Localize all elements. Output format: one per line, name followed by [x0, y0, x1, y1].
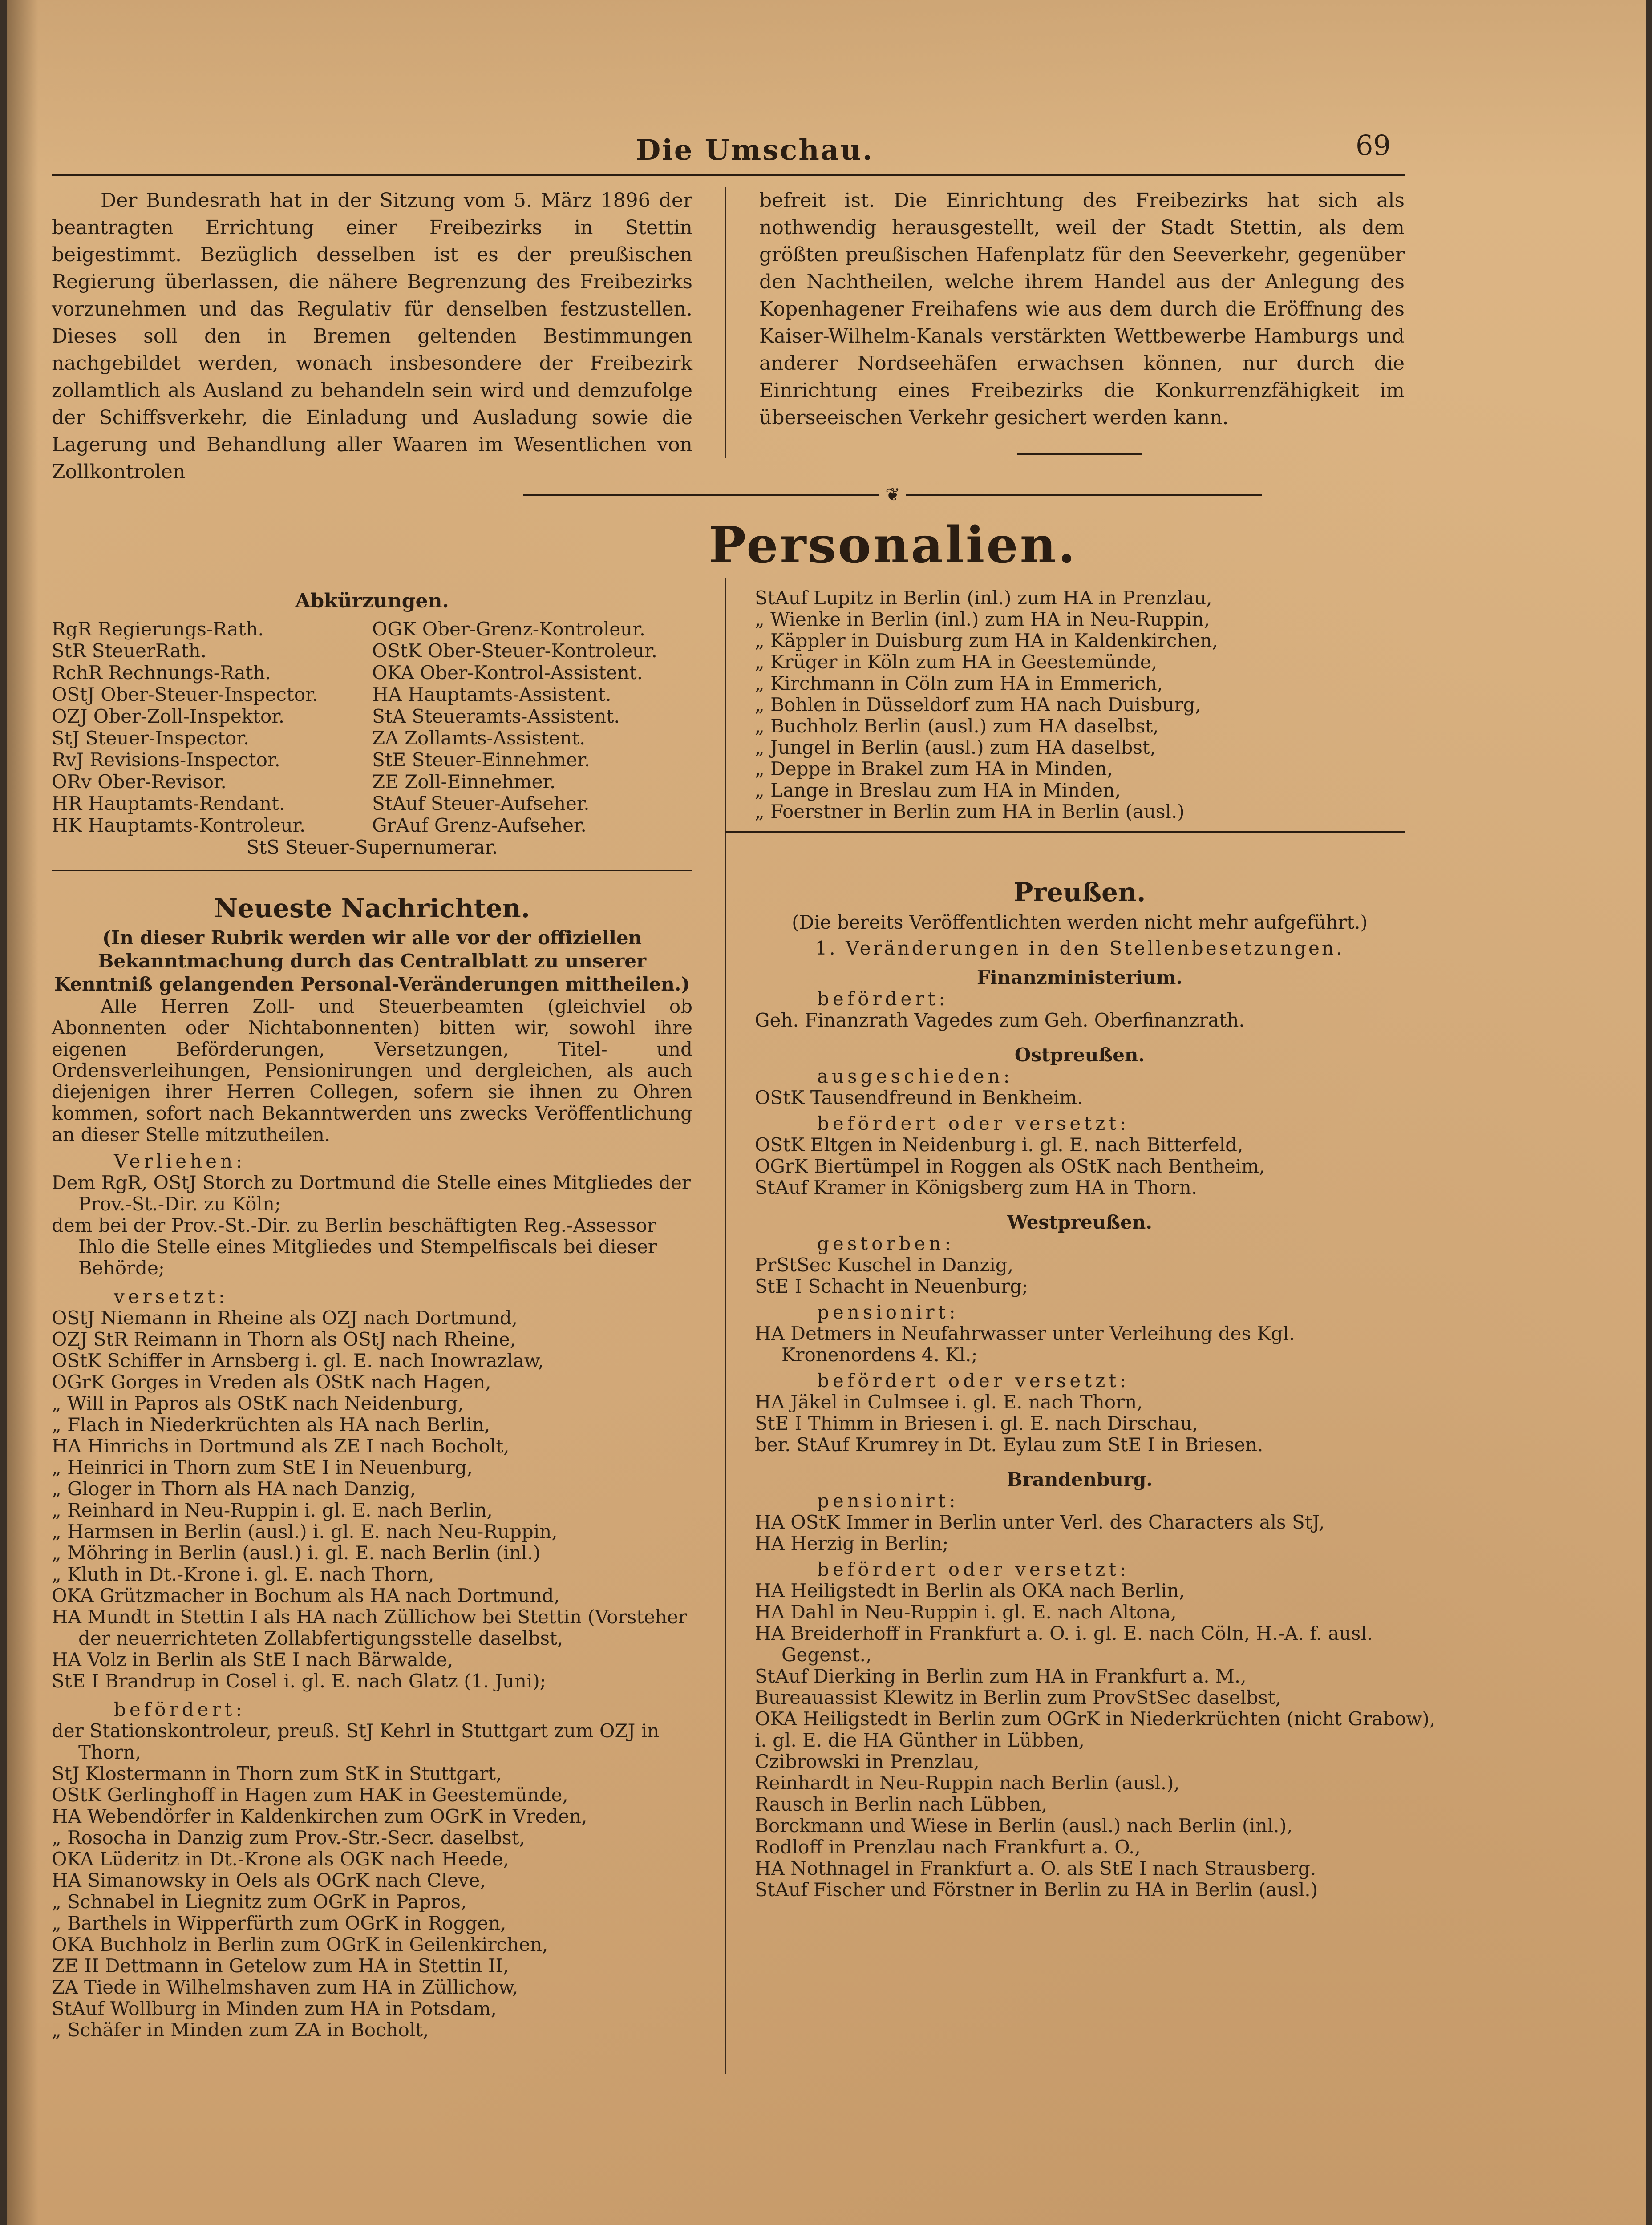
abbreviations-heading: Abkürzungen. — [295, 590, 449, 612]
list-item: ZA Tiede in Wilhelmshaven zum HA in Züllichow, — [52, 1976, 518, 1998]
neueste-notice: (In dieser Rubrik werden wir alle vor der offiziellen Bekanntmachung durch das Centralblatt zu unserer Kenntniß gelangenden Personal-Veränderungen mittheilen.) — [54, 927, 690, 995]
preussen-subheading: 1. Veränderungen in den Stellenbesetzungen. — [815, 937, 1344, 959]
list-item: Bureauassist Klewitz in Berlin zum ProvStSec daselbst, — [755, 1687, 1281, 1708]
abbr-item: RgR Regierungs-Rath. — [52, 618, 264, 640]
list-item: „ Flach in Niederkrüchten als HA nach Berlin, — [52, 1414, 490, 1436]
brand-label-befoerdert: befördert oder versetzt: — [817, 1558, 1130, 1580]
verliehen-block — [52, 1151, 692, 1279]
list-item: StAuf Dierking in Berlin zum HA in Frankfurt a. M., — [755, 1665, 1247, 1687]
west-label-pensionirt: pensionirt: — [817, 1301, 959, 1323]
list-item: OStK Gerlinghoff in Hagen zum HAK in Geestemünde, — [52, 1784, 568, 1806]
list-item: OStK Tausendfreund in Benkheim. — [755, 1087, 1083, 1108]
list-item: „ Schäfer in Minden zum ZA in Bocholt, — [52, 2019, 429, 2041]
list-item: ber. StAuf Krumrey in Dt. Eylau zum StE I in Briesen. — [755, 1434, 1263, 1456]
list-item: „ Kluth in Dt.-Krone i. gl. E. nach Thorn, — [52, 1563, 434, 1585]
list-item: Czibrowski in Prenzlau, — [755, 1751, 980, 1772]
list-item: „ Gloger in Thorn als HA nach Danzig, — [52, 1478, 416, 1500]
abbr-item: ORv Ober-Revisor. — [52, 771, 227, 793]
list-item: StE I Thimm in Briesen i. gl. E. nach Dirschau, — [755, 1412, 1199, 1434]
list-item: StJ Klostermann in Thorn zum StK in Stuttgart, — [52, 1763, 502, 1784]
list-item: ZE II Dettmann in Getelow zum HA in Stettin II, — [52, 1955, 509, 1977]
abbr-item-last: StS Steuer-Supernumerar. — [246, 836, 498, 858]
befoerdert-label: befördert: — [114, 1699, 246, 1720]
right-top-end-rule — [725, 831, 1405, 833]
list-item: „ Rosocha in Danzig zum Prov.-Str.-Secr. daselbst, — [52, 1827, 525, 1849]
ost-heading: Ostpreußen. — [1014, 1044, 1145, 1066]
page-header-title: Die Umschau. — [636, 134, 874, 167]
versetzt-label: versetzt: — [114, 1286, 229, 1307]
abbr-item: StE Steuer-Einnehmer. — [372, 749, 590, 771]
list-item: Rausch in Berlin nach Lübben, — [755, 1793, 1048, 1815]
list-item: OStK Eltgen in Neidenburg i. gl. E. nach Bitterfeld, — [755, 1134, 1243, 1156]
intro-left-text: Der Bundesrath hat in der Sitzung vom 5. März 1896 der beantragten Errichtung einer Freibezirks in Stettin beigestimmt. Bezüglich desselben ist es der preußischen Regierung überlassen, die nähere Begrenzung des Freibezirks vorzunehmen und das Regulativ für denselben festzustellen. Dieses soll den in Bremen geltenden Bestimmungen nachgebildet werden, wonach insbesondere der Freibezirk zollamtlich als Ausland zu behandeln sein wird und demzufolge der Schiffsverkehr, die Einladung und Ausladung sowie die Lagerung und Behandlung aller Waaren im Wesentlichen von Zollkontrolen — [52, 189, 692, 483]
list-item: HA Jäkel in Culmsee i. gl. E. nach Thorn, — [755, 1391, 1143, 1413]
list-item: StE I Schacht in Neuenburg; — [755, 1275, 1028, 1297]
list-item: HA OStK Immer in Berlin unter Verl. des Characters als StJ, — [755, 1511, 1325, 1533]
finanz-heading: Finanzministerium. — [976, 967, 1183, 988]
abbr-item: HA Hauptamts-Assistent. — [372, 684, 611, 705]
list-item: HA Nothnagel in Frankfurt a. O. als StE I nach Strausberg. — [755, 1857, 1316, 1879]
list-item: HA Simanowsky in Oels als OGrK nach Cleve, — [52, 1869, 486, 1891]
neueste-heading: Neueste Nachrichten. — [214, 893, 530, 923]
list-item: „ Kirchmann in Cöln zum HA in Emmerich, — [755, 672, 1163, 694]
list-item: „ Deppe in Brakel zum HA in Minden, — [755, 758, 1113, 780]
abbr-item: ZA Zollamts-Assistent. — [372, 727, 586, 749]
list-item: PrStSec Kuschel in Danzig, — [755, 1254, 1014, 1276]
list-item: „ Barthels in Wipperfürth zum OGrK in Roggen, — [52, 1912, 506, 1934]
neueste-paragraph: Alle Herren Zoll- und Steuerbeamten (gleichviel ob Abonnenten oder Nichtabonnenten) bitten wir, sowohl ihre eigenen Beförderungen, Versetzungen, Titel- und Ordensverleihungen, Pensionirungen und dergleichen, als auch diejenigen ihrer Herren Collegen, sofern sie ihnen zu Ohren kommen, sofort nach Bekanntwerden uns zwecks Veröffentlichung an dieser Stelle mitzutheilen. — [52, 995, 692, 1145]
list-item: „ Foerstner in Berlin zum HA in Berlin (ausl.) — [755, 801, 1185, 822]
brand-heading: Brandenburg. — [1006, 1468, 1153, 1490]
abbr-item: StA Steueramts-Assistent. — [372, 705, 620, 727]
intro-right-text: befreit ist. Die Einrichtung des Freibezirks hat sich als nothwendig herausgestellt, weil der Stadt Stettin, als dem größten preußischen Hafenplatz für den Seeverkehr, gegenüber den Nachtheilen, welche ihrem Handel aus der Anlegung des Kopenhagener Freihafens wie aus dem durch die Eröffnung des Kaiser-Wilhelm-Kanals verstärkten Wettbewerbe Hamburgs und anderer Nordseehäfen erwachsen können, nur durch die Einrichtung eines Freibezirks die Konkurrenzfähigkeit im überseeischen Verkehr gesichert werden kann. — [759, 189, 1405, 429]
abbr-item: OGK Ober-Grenz-Kontroleur. — [372, 618, 645, 640]
list-item: Reinhardt in Neu-Ruppin nach Berlin (ausl.), — [755, 1772, 1180, 1794]
right-top-list — [755, 587, 1405, 822]
list-item: OGrK Gorges in Vreden als OStK nach Hagen, — [52, 1371, 491, 1393]
list-item: OKA Buchholz in Berlin zum OGrK in Geilenkirchen, — [52, 1934, 548, 1955]
list-item: „ Harmsen in Berlin (ausl.) i. gl. E. nach Neu-Ruppin, — [52, 1521, 558, 1542]
abbr-item: OStK Ober-Steuer-Kontroleur. — [372, 640, 657, 662]
list-item: OZJ StR Reimann in Thorn als OStJ nach Rheine, — [52, 1328, 516, 1350]
section-title: Personalien. — [708, 516, 1077, 574]
list-item: „ Reinhard in Neu-Ruppin i. gl. E. nach Berlin, — [52, 1499, 493, 1521]
list-item: StAuf Kramer in Königsberg zum HA in Thorn. — [755, 1177, 1198, 1198]
list-item: Geh. Finanzrath Vagedes zum Geh. Oberfinanzrath. — [755, 1009, 1245, 1031]
abbr-end-rule — [52, 870, 692, 871]
list-item: „ Heinrici in Thorn zum StE I in Neuenburg, — [52, 1456, 473, 1478]
list-item: „ Will in Papros als OStK nach Neidenburg, — [52, 1392, 464, 1414]
list-item: HA Dahl in Neu-Ruppin i. gl. E. nach Altona, — [755, 1601, 1177, 1623]
abbr-item: StJ Steuer-Inspector. — [52, 727, 249, 749]
list-item: „ Lange in Breslau zum HA in Minden, — [755, 779, 1121, 801]
list-item: HA Herzig in Berlin; — [755, 1533, 949, 1554]
befoerdert-block — [52, 1699, 692, 2041]
abbr-item: RchR Rechnungs-Rath. — [52, 662, 271, 684]
list-item: OKA Lüderitz in Dt.-Krone als OGK nach Heede, — [52, 1848, 509, 1870]
list-item: Borckmann und Wiese in Berlin (ausl.) nach Berlin (inl.), — [755, 1815, 1293, 1837]
abbr-item: StAuf Steuer-Aufseher. — [372, 793, 590, 814]
brand-label-pensionirt: pensionirt: — [817, 1490, 959, 1512]
west-label-befoerdert: befördert oder versetzt: — [817, 1370, 1130, 1392]
main-column-divider — [725, 578, 726, 2074]
west-label-gestorben: gestorben: — [817, 1233, 955, 1254]
versetzt-block — [52, 1286, 692, 1692]
finanz-label: befördert: — [817, 988, 949, 1010]
list-item: i. gl. E. die HA Günther in Lübben, — [755, 1729, 1085, 1751]
intro-left-column — [52, 187, 692, 485]
list-item: OStK Schiffer in Arnsberg i. gl. E. nach Inowrazlaw, — [52, 1350, 544, 1371]
preussen-note: (Die bereits Veröffentlichten werden nicht mehr aufgeführt.) — [792, 911, 1368, 933]
list-item: Dem RgR, OStJ Storch zu Dortmund die Stelle eines Mitgliedes der Prov.-St.-Dir. zu Köln; — [52, 1172, 691, 1215]
list-item: „ Möhring in Berlin (ausl.) i. gl. E. nach Berlin (inl.) — [52, 1542, 541, 1564]
intro-column-divider — [725, 187, 726, 458]
list-item: „ Jungel in Berlin (ausl.) zum HA daselbst, — [755, 736, 1156, 758]
left-column — [52, 587, 692, 2041]
list-item: „ Schnabel in Liegnitz zum OGrK in Papros, — [52, 1891, 467, 1913]
list-item: OKA Heiligstedt in Berlin zum OGrK in Niederkrüchten (nicht Grabow), — [755, 1708, 1436, 1730]
ost-label-befoerdert: befördert oder versetzt: — [817, 1112, 1130, 1134]
intro-end-rule — [1017, 453, 1142, 455]
list-item: „ Wienke in Berlin (inl.) zum HA in Neu-Ruppin, — [755, 608, 1210, 630]
list-item: HA Detmers in Neufahrwasser unter Verleihung des Kgl. Kronenordens 4. Kl.; — [755, 1323, 1295, 1366]
list-item: HA Webendörfer in Kaldenkirchen zum OGrK in Vreden, — [52, 1805, 587, 1827]
list-item: StE I Brandrup in Cosel i. gl. E. nach Glatz (1. Juni); — [52, 1670, 546, 1692]
list-item: OKA Grützmacher in Bochum als HA nach Dortmund, — [52, 1585, 560, 1606]
list-item: „ Buchholz Berlin (ausl.) zum HA daselbst, — [755, 715, 1159, 737]
abbr-item: StR SteuerRath. — [52, 640, 207, 662]
list-item: StAuf Wollburg in Minden zum HA in Potsdam, — [52, 1998, 497, 2019]
list-item: Rodloff in Prenzlau nach Frankfurt a. O., — [755, 1836, 1141, 1858]
list-item: HA Mundt in Stettin I als HA nach Züllichow bei Stettin (Vorsteher der neuerrichteten Zollabfertigungsstelle daselbst, — [52, 1606, 687, 1649]
list-item: OStJ Niemann in Rheine als OZJ nach Dortmund, — [52, 1307, 518, 1329]
list-item: HA Heiligstedt in Berlin als OKA nach Berlin, — [755, 1580, 1185, 1602]
page-number: 69 — [1356, 129, 1391, 162]
list-item: StAuf Lupitz in Berlin (inl.) zum HA in Prenzlau, — [755, 587, 1212, 609]
abbr-item: GrAuf Grenz-Aufseher. — [372, 814, 587, 836]
abbr-item: ZE Zoll-Einnehmer. — [372, 771, 556, 793]
abbr-item: OKA Ober-Kontrol-Assistent. — [372, 662, 643, 684]
abbr-item: RvJ Revisions-Inspector. — [52, 749, 280, 771]
list-item: StAuf Fischer und Förstner in Berlin zu HA in Berlin (ausl.) — [755, 1879, 1318, 1901]
abbr-item: OZJ Ober-Zoll-Inspektor. — [52, 705, 285, 727]
abbr-item: HR Hauptamts-Rendant. — [52, 793, 285, 814]
intro-right-column — [759, 187, 1405, 431]
verliehen-label: Verliehen: — [114, 1150, 246, 1172]
list-item: „ Käppler in Duisburg zum HA in Kaldenkirchen, — [755, 630, 1218, 651]
list-item: der Stationskontroleur, preuß. StJ Kehrl in Stuttgart zum OZJ in Thorn, — [52, 1720, 660, 1763]
list-item: „ Bohlen in Düsseldorf zum HA nach Duisburg, — [755, 694, 1201, 716]
header-rule — [52, 174, 1405, 176]
ost-label-ausgeschieden: ausgeschieden: — [817, 1065, 1013, 1087]
list-item: dem bei der Prov.-St.-Dir. zu Berlin beschäftigten Reg.-Assessor Ihlo die Stelle eines Mitgliedes und Stempelfiscals bei dieser Behörde; — [52, 1214, 657, 1279]
abbreviations-list — [52, 618, 692, 836]
west-heading: Westpreußen. — [1007, 1211, 1153, 1233]
right-column — [755, 587, 1436, 1901]
preussen-heading: Preußen. — [1013, 877, 1146, 907]
ornament-divider: ❦ — [523, 486, 1262, 504]
list-item: „ Krüger in Köln zum HA in Geestemünde, — [755, 651, 1158, 673]
list-item: OGrK Biertümpel in Roggen als OStK nach Bentheim, — [755, 1155, 1265, 1177]
newspaper-page — [7, 0, 1646, 2225]
list-item: HA Volz in Berlin als StE I nach Bärwalde, — [52, 1649, 453, 1671]
abbr-item: OStJ Ober-Steuer-Inspector. — [52, 684, 318, 705]
abbr-item: HK Hauptamts-Kontroleur. — [52, 814, 306, 836]
list-item: HA Breiderhoff in Frankfurt a. O. i. gl. E. nach Cöln, H.-A. f. ausl. Gegenst., — [755, 1622, 1373, 1666]
list-item: HA Hinrichs in Dortmund als ZE I nach Bocholt, — [52, 1435, 510, 1457]
